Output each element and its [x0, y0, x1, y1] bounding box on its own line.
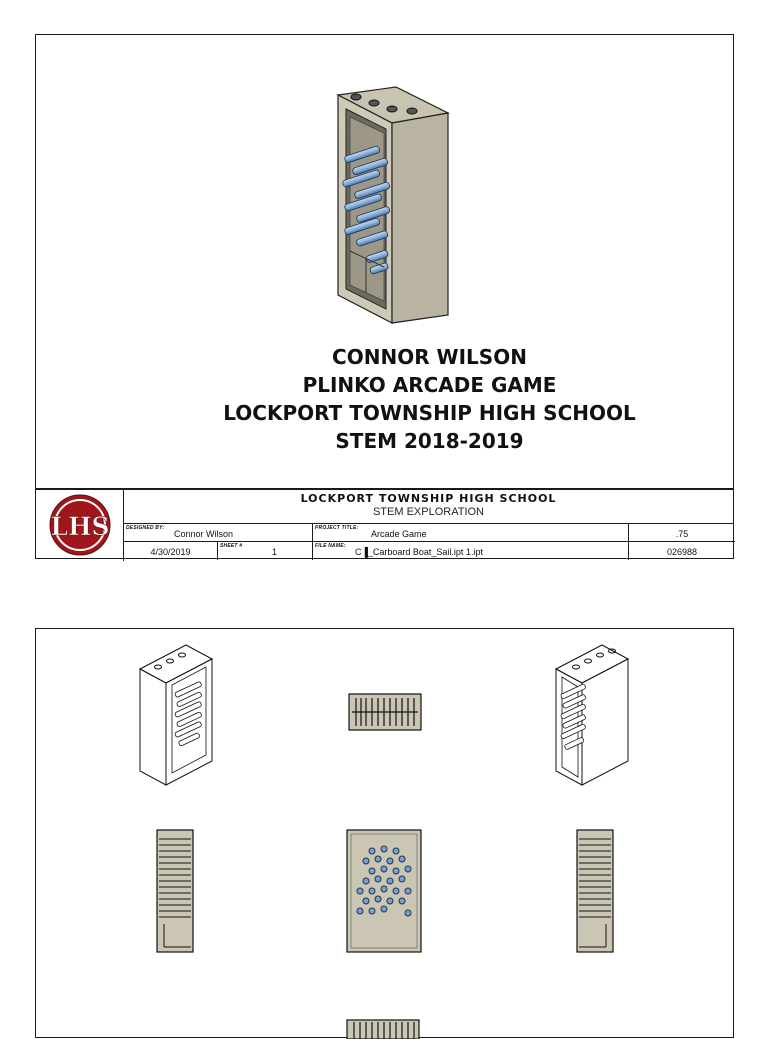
designed-by-value: Connor Wilson — [174, 529, 234, 539]
isometric-render — [326, 83, 456, 328]
front-view — [346, 829, 422, 953]
school-header — [124, 490, 733, 524]
file-name-cell — [313, 542, 629, 560]
designed-by-cell — [124, 524, 313, 542]
school-logo-icon — [48, 493, 112, 557]
iso-view-right — [552, 637, 632, 787]
drawing-sheet-1 — [35, 34, 734, 559]
title-line: STEM 2018-2019 — [335, 429, 524, 453]
project-title-label: PROJECT TITLE: — [315, 525, 359, 531]
designed-by-label: DESIGNED BY: — [126, 525, 165, 531]
scale-value: .75 — [675, 529, 689, 539]
title-block — [36, 488, 733, 561]
file-name-label: FILE NAME: — [315, 543, 346, 549]
logo-text: LHS — [50, 512, 110, 541]
school-logo-cell — [36, 490, 124, 561]
sheet-number-label: SHEET # — [220, 543, 243, 549]
course-name: STEM EXPLORATION — [372, 506, 485, 518]
title-line: CONNOR WILSON — [332, 345, 527, 369]
side-view-left — [156, 829, 194, 953]
scale-cell — [629, 524, 735, 542]
drawing-number-cell — [629, 542, 735, 560]
school-name: LOCKPORT TOWNSHIP HIGH SCHOOL — [300, 492, 557, 505]
drawing-title — [36, 343, 733, 455]
top-view — [348, 693, 422, 731]
bottom-view — [346, 1019, 422, 1039]
iso-view-left — [136, 637, 216, 787]
drawing-sheet-2 — [35, 628, 734, 1038]
title-line: LOCKPORT TOWNSHIP HIGH SCHOOL — [223, 401, 636, 425]
project-title-value: Arcade Game — [371, 529, 427, 539]
sheet-number-value: 1 — [272, 547, 278, 557]
project-title-cell — [313, 524, 629, 542]
side-view-right — [576, 829, 614, 953]
drawing-number-value: 026988 — [666, 547, 698, 557]
date-cell — [124, 542, 218, 560]
date-value: 4/30/2019 — [150, 547, 191, 557]
title-line: PLINKO ARCADE GAME — [302, 373, 557, 397]
file-name-value: C▐_Carboard Boat_Sail.ipt 1.ipt — [355, 547, 483, 557]
sheet-number-cell — [218, 542, 313, 560]
